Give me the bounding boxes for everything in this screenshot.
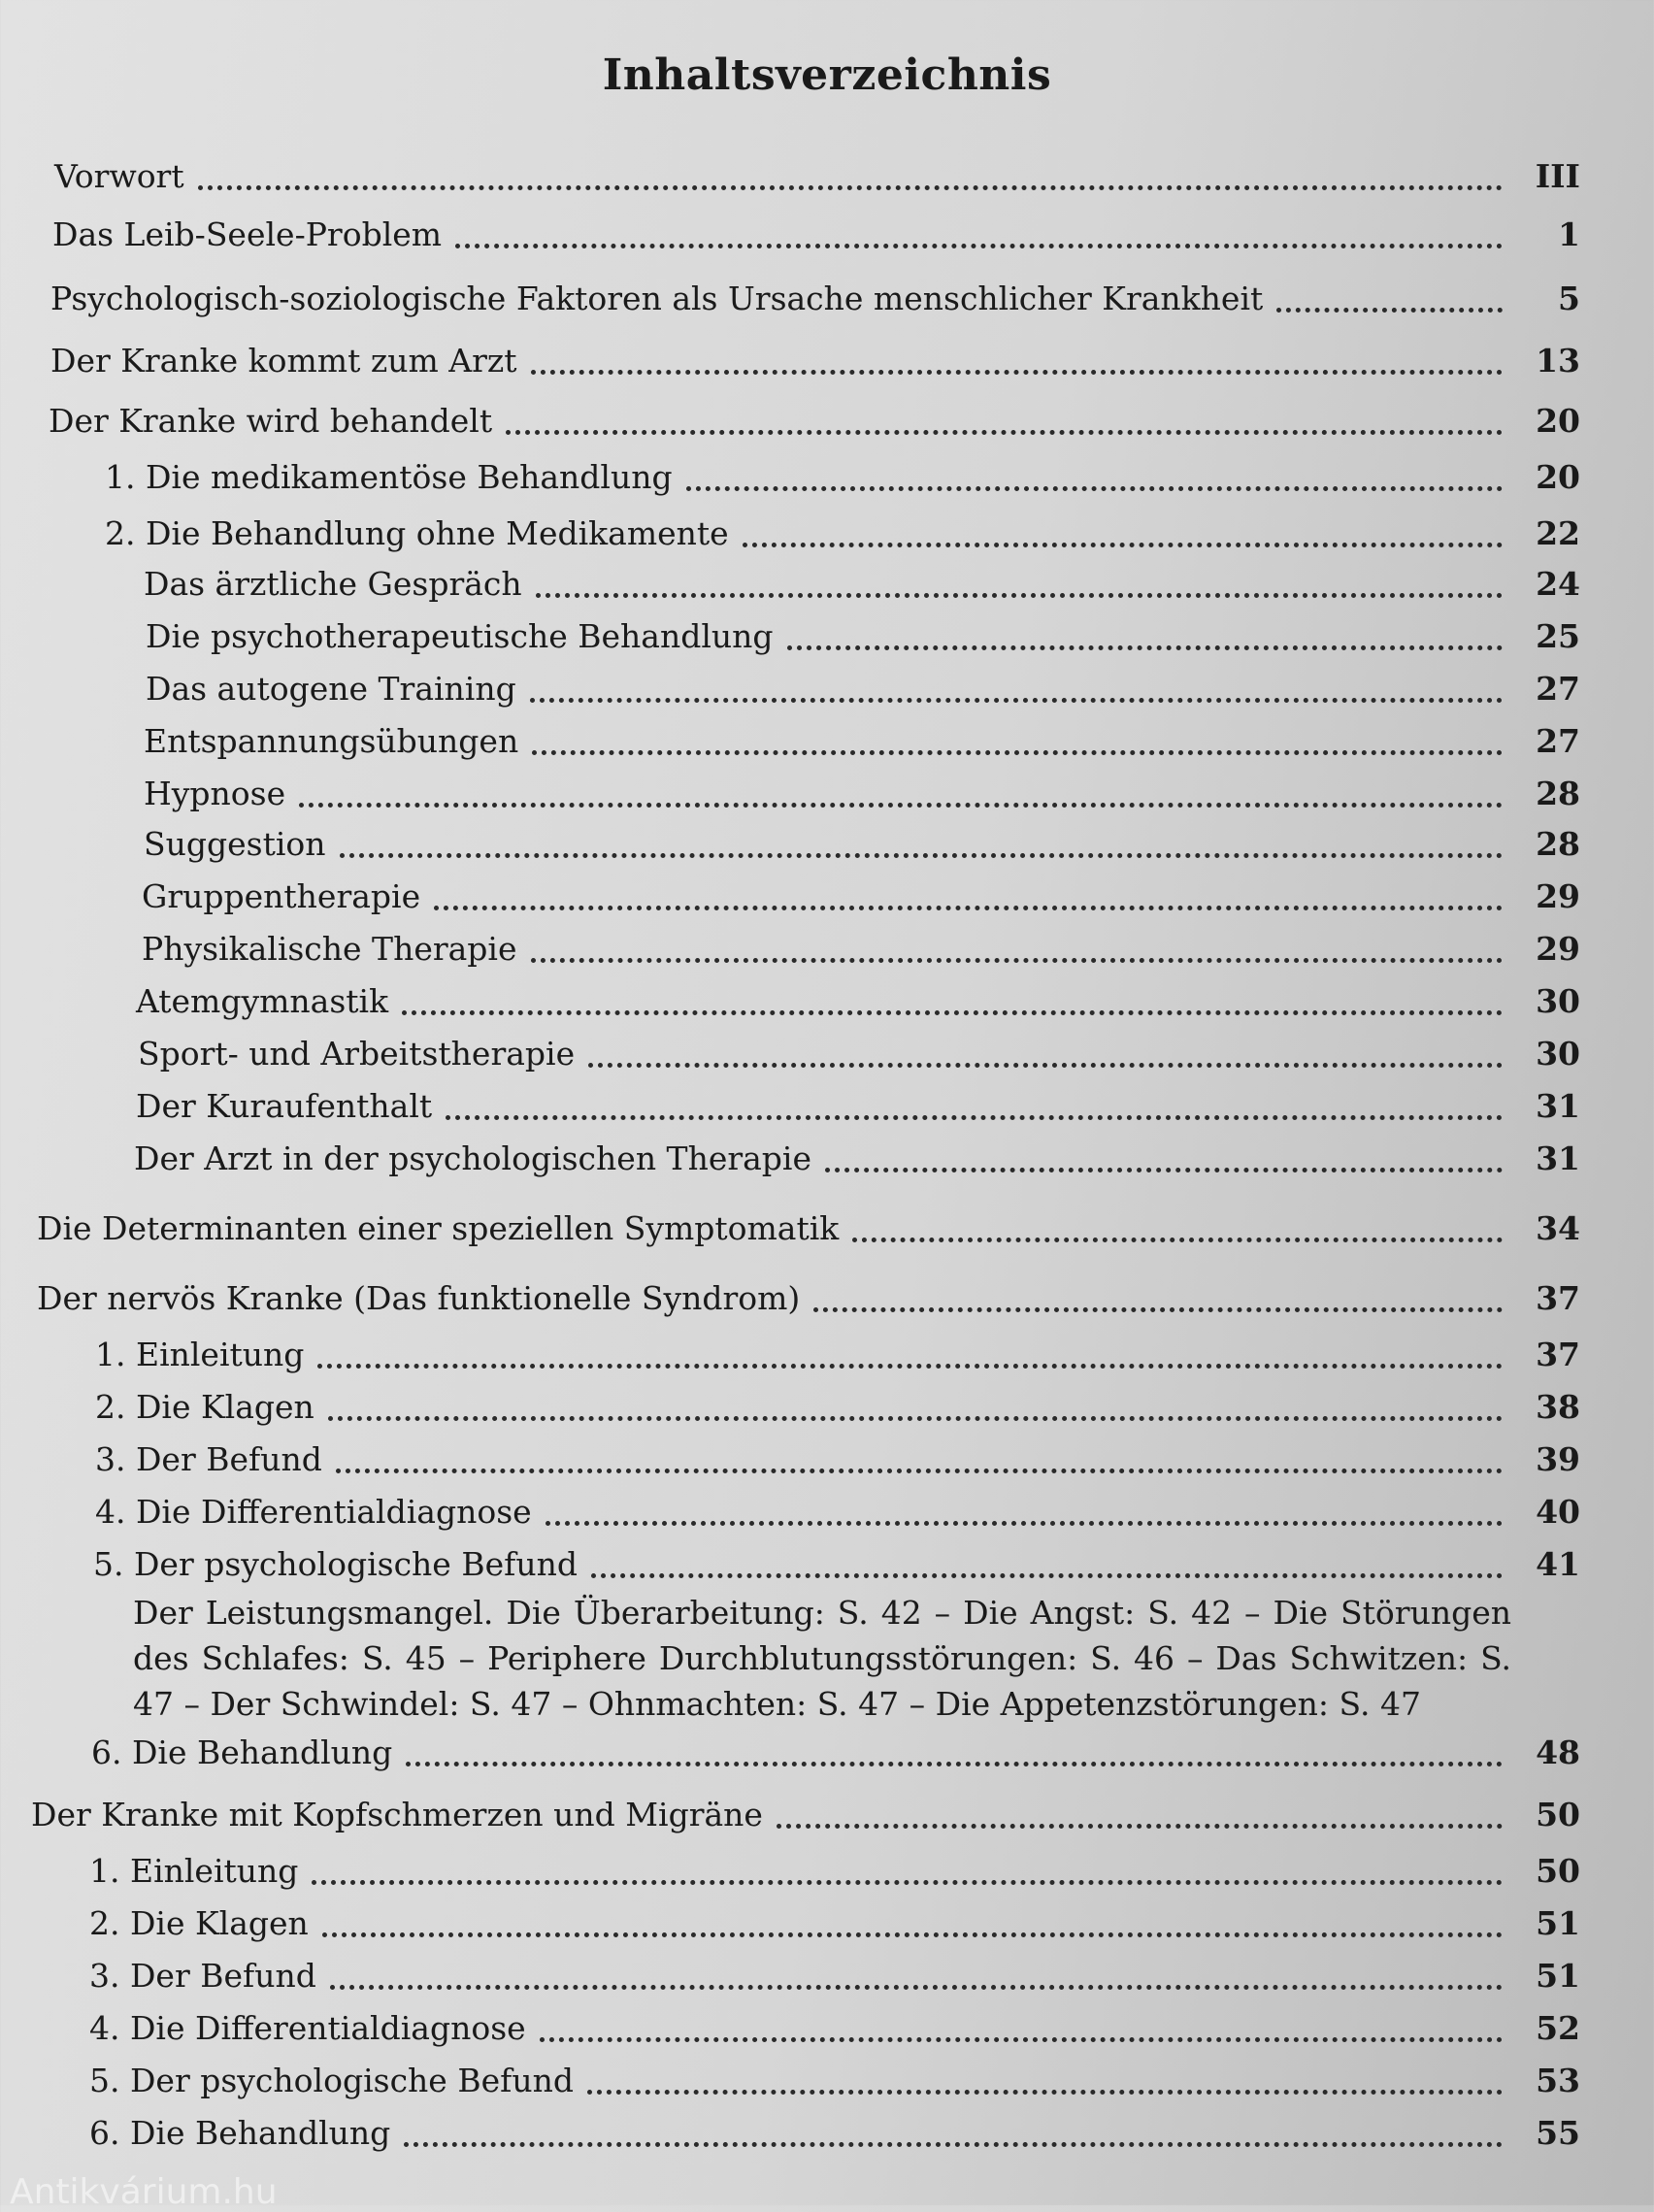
toc-entry-title: Suggestion (144, 825, 326, 863)
toc-entry-page: 55 (1536, 2114, 1580, 2152)
toc-entry-page: 25 (1536, 617, 1580, 655)
toc-entry-page: 52 (1536, 2009, 1580, 2047)
dot-leader (434, 906, 1503, 910)
toc-entry (142, 875, 1580, 918)
dot-leader (546, 1521, 1503, 1526)
dot-leader (198, 185, 1503, 190)
toc-entry-title: Der Kranke mit Kopfschmerzen und Migräne (31, 1796, 763, 1833)
dot-leader (299, 803, 1503, 808)
dot-leader (777, 1824, 1503, 1829)
dot-leader (825, 1168, 1503, 1172)
toc-entry (95, 1491, 1580, 1534)
toc-entry (89, 2112, 1580, 2155)
toc-entry-page: 20 (1536, 402, 1580, 440)
toc-entry-title: 1. Die medikamentöse Behandlung (105, 458, 673, 496)
toc-entry-page: 38 (1536, 1388, 1580, 1426)
toc-entry-page: 31 (1536, 1087, 1580, 1125)
toc-entry (144, 773, 1580, 815)
toc-entry-page: 13 (1536, 342, 1580, 380)
toc-entry-page: 50 (1536, 1796, 1580, 1833)
toc-entry-page: 53 (1536, 2062, 1580, 2099)
toc-entry-page: 20 (1536, 458, 1580, 496)
toc-entry (31, 1794, 1580, 1836)
toc-entry-page: 27 (1536, 670, 1580, 708)
dot-leader (312, 1880, 1503, 1885)
toc-entry-title: 6. Die Behandlung (89, 2114, 391, 2152)
toc-entry (50, 278, 1580, 320)
toc-entry-page: 1 (1558, 215, 1580, 253)
dot-leader (317, 1364, 1503, 1369)
toc-entry (144, 823, 1580, 866)
toc-entry (105, 456, 1580, 499)
page-title: Inhaltsverzeichnis (602, 50, 1052, 100)
toc-entry-title: 2. Die Klagen (95, 1388, 314, 1426)
dot-leader (587, 2090, 1503, 2095)
toc-entry-page: 5 (1558, 280, 1580, 317)
subtopic-paragraph: Der Leistungsmangel. Die Überarbeitung: S. 42 – Die Angst: S. 42 – Die Störungen des Schlafes: S. 45 – Periphere Durchblutungsstörungen: S. 46 – Das Schwitzen: S. 47 – Der Schwindel: S. 47 – Ohnmachten: S. 47 – Die Appetenzstörungen: S. 47 (133, 1594, 1511, 1723)
toc-entry-title: 4. Die Differentialdiagnose (95, 1493, 532, 1531)
toc-entry-title: Der nervös Kranke (Das funktionelle Syndrom) (37, 1279, 801, 1317)
toc-entry (89, 1850, 1580, 1893)
toc-entry-title: Gruppentherapie (142, 877, 421, 915)
toc-entry-page: 51 (1536, 1957, 1580, 1995)
toc-entry (146, 615, 1580, 658)
toc-entry (89, 2060, 1580, 2102)
dot-leader (406, 1762, 1503, 1766)
toc-entry (95, 1386, 1580, 1429)
dot-leader (536, 593, 1503, 598)
dot-leader (330, 1985, 1503, 1990)
toc-entry-page: 27 (1536, 722, 1580, 760)
dot-leader (506, 430, 1503, 435)
toc-entry-page: 50 (1536, 1852, 1580, 1890)
toc-entry-title: 2. Die Klagen (89, 1904, 309, 1942)
toc-entry-title: 1. Einleitung (95, 1336, 305, 1373)
toc-entry-title: Der Kuraufenthalt (136, 1087, 433, 1125)
toc-entry-title: Das ärztliche Gespräch (144, 565, 522, 603)
dot-leader (336, 1469, 1503, 1473)
dot-leader (787, 645, 1503, 650)
toc-entry-title: 2. Die Behandlung ohne Medikamente (105, 514, 729, 552)
toc-entry (54, 155, 1580, 198)
toc-entry (89, 1955, 1580, 1997)
toc-entry-page: 39 (1536, 1440, 1580, 1478)
toc-entry (136, 980, 1580, 1023)
toc-entry-title: Der Arzt in der psychologischen Therapie (134, 1139, 812, 1177)
dot-leader (743, 543, 1503, 547)
toc-entry-title: Atemgymnastik (136, 982, 389, 1020)
dot-leader (402, 1010, 1503, 1015)
toc-entry-title: 3. Der Befund (89, 1957, 316, 1995)
toc-entry (134, 1138, 1580, 1180)
toc-entry (49, 400, 1580, 443)
dot-leader (531, 370, 1504, 375)
toc-entry-title: 3. Der Befund (95, 1440, 322, 1478)
dot-leader (686, 486, 1503, 491)
toc-entry-title: 6. Die Behandlung (91, 1733, 393, 1771)
dot-leader (404, 2142, 1503, 2147)
dot-leader (530, 698, 1503, 703)
toc-entry-page: 40 (1536, 1493, 1580, 1531)
toc-entry-page: 22 (1536, 514, 1580, 552)
toc-entry (89, 2007, 1580, 2050)
toc-entry (91, 1732, 1580, 1774)
toc-entry-title: Die Determinanten einer speziellen Symptomatik (37, 1209, 840, 1247)
toc-entry-title: 4. Die Differentialdiagnose (89, 2009, 526, 2047)
toc-entry-title: Hypnose (144, 775, 286, 812)
toc-entry-page: 51 (1536, 1904, 1580, 1942)
toc-entry-page: 31 (1536, 1139, 1580, 1177)
toc-entry-title: Psychologisch-soziologische Faktoren als Ursache menschlicher Krankheit (50, 280, 1264, 317)
toc-entry-page: 41 (1536, 1545, 1580, 1583)
toc-entry (50, 340, 1580, 382)
toc-entry-title: 5. Der psychologische Befund (93, 1545, 578, 1583)
toc-entry (37, 1277, 1580, 1320)
toc-entry-title: Der Kranke kommt zum Arzt (50, 342, 517, 380)
toc-entry (89, 1902, 1580, 1945)
watermark: Antikvárium.hu (10, 2172, 278, 2212)
toc-entry (93, 1543, 1580, 1586)
toc-entry-page: 30 (1536, 1035, 1580, 1073)
toc-entry-title: Vorwort (54, 157, 184, 195)
dot-leader (1276, 308, 1503, 313)
toc-entry-title: 5. Der psychologische Befund (89, 2062, 574, 2099)
toc-entry-page: 28 (1536, 775, 1580, 812)
toc-entry-title: Der Kranke wird behandelt (49, 402, 493, 440)
toc-entry-title: Entspannungsübungen (144, 722, 519, 760)
toc-entry (95, 1438, 1580, 1481)
toc-entry (37, 1207, 1580, 1250)
toc-entry (138, 1033, 1580, 1075)
dot-leader (588, 1063, 1503, 1068)
toc-entry-title: Das autogene Training (146, 670, 516, 708)
dot-leader (322, 1932, 1503, 1937)
toc-entry (105, 512, 1580, 555)
toc-entry (52, 214, 1580, 256)
toc-entry (136, 1085, 1580, 1128)
dot-leader (455, 244, 1503, 248)
toc-entry-page: 29 (1536, 877, 1580, 915)
dot-leader (328, 1416, 1503, 1421)
toc-entry (146, 668, 1580, 710)
toc-entry-title: Physikalische Therapie (142, 930, 517, 968)
toc-entry-page: 37 (1536, 1336, 1580, 1373)
dot-leader (591, 1573, 1503, 1578)
dot-leader (446, 1115, 1503, 1120)
dot-leader (340, 853, 1503, 858)
toc-entry-page: III (1535, 157, 1580, 195)
toc-entry-title: Die psychotherapeutische Behandlung (146, 617, 774, 655)
dot-leader (852, 1238, 1503, 1242)
dot-leader (813, 1307, 1503, 1312)
toc-entry-page: 37 (1536, 1279, 1580, 1317)
toc-entry-page: 34 (1536, 1209, 1580, 1247)
toc-entry-page: 30 (1536, 982, 1580, 1020)
dot-leader (540, 2037, 1503, 2042)
toc-entry-title: 1. Einleitung (89, 1852, 299, 1890)
toc-entry-page: 28 (1536, 825, 1580, 863)
toc-entry-title: Sport- und Arbeitstherapie (138, 1035, 576, 1073)
toc-entry (142, 928, 1580, 971)
toc-entry-page: 29 (1536, 930, 1580, 968)
toc-entry (144, 563, 1580, 606)
toc-entry-page: 24 (1536, 565, 1580, 603)
toc-entry-title: Das Leib-Seele-Problem (52, 215, 443, 253)
toc-entry-page: 48 (1536, 1733, 1580, 1771)
toc-entry (144, 720, 1580, 763)
dot-leader (532, 750, 1503, 755)
dot-leader (531, 958, 1503, 963)
toc-entry (95, 1334, 1580, 1376)
